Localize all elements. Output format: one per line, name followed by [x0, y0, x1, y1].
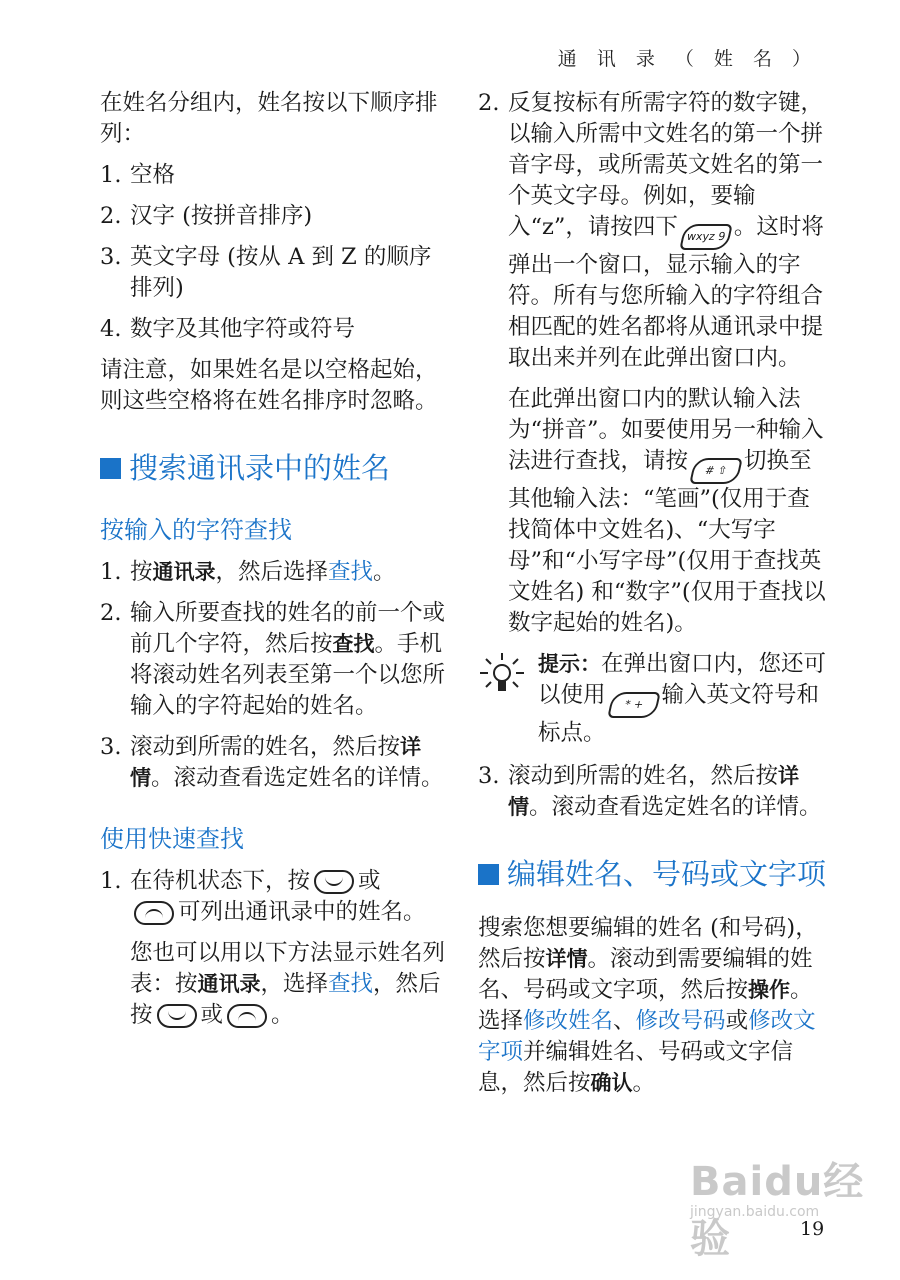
step-text: 输入英文符号和标点。 — [538, 682, 820, 746]
link-find[interactable]: 查找 — [328, 971, 374, 997]
send-key-icon — [227, 1004, 267, 1028]
step-text: 滚动到所需的姓名，然后按 — [130, 734, 401, 760]
keyword-find: 查找 — [332, 632, 375, 656]
item-number: 3. — [478, 763, 500, 789]
keyword-options: 操作 — [748, 978, 791, 1002]
note-paragraph: 请注意，如果姓名是以空格起始，则这些空格将在姓名排序时忽略。 — [100, 357, 438, 414]
section-heading-text: 编辑姓名、号码或文字项 — [507, 857, 827, 891]
step-text: 在此弹出窗口内的默认输入法为“拼音”。如要使用另一种输入法进行查找，请按 — [508, 386, 824, 474]
step-text: 反复按标有所需字符的数字键，以输入所需中文姓名的第一个拼音字母，或所需英文姓名的第一个英文字母。例如，要输入“z”，请按四下 — [508, 90, 824, 240]
step-text: 在弹出窗口内，您还可以使用 — [538, 651, 827, 708]
item-number: 3. — [100, 734, 122, 760]
item-number: 1. — [100, 559, 122, 585]
input-method-paragraph — [478, 384, 828, 639]
item-text: 汉字 (按拼音排序) — [130, 203, 313, 229]
step-text: 切换至其他输入法：“笔画”(仅用于查找简体中文姓名)、“大写字母”和“小写字母”(仅用于查找英文姓名) 和“数字”(仅用于查找以数字起始的姓名)。 — [508, 448, 826, 636]
step-text: 或 — [725, 1008, 749, 1034]
key-hash-icon: # ⇧ — [689, 458, 743, 484]
step-text: 可列出通讯录中的姓名。 — [178, 899, 426, 925]
link-edit-name[interactable]: 修改姓名 — [523, 1008, 614, 1034]
step-text: 按 — [130, 559, 153, 585]
item-text: 数字及其他字符或符号 — [130, 316, 356, 342]
item-text: 英文字母 (按从 A 到 Z 的顺序排列) — [130, 244, 432, 301]
step-text: 。滚动查看选定姓名的详情。 — [151, 765, 444, 791]
step-text: 或 — [358, 868, 381, 894]
step-text: 您也可以用以下方法显示姓名列表：按 — [130, 940, 446, 997]
heading-square-icon — [478, 864, 499, 885]
quick-step-1-alt — [100, 938, 445, 1031]
keyword-contacts: 通讯录 — [152, 560, 216, 584]
step-2 — [100, 598, 445, 722]
item-number: 1. — [100, 868, 122, 894]
subheading-quick-find: 使用快速查找 — [100, 825, 244, 853]
key-9-wxyz-icon: wxyz 9 — [679, 224, 733, 250]
watermark-url: jingyan.baidu.com — [690, 1204, 820, 1220]
step-text: 在待机状态下，按 — [130, 868, 311, 894]
step-text: 。滚动查看选定姓名的详情。 — [529, 794, 822, 820]
step-text: 并编辑姓名、号码或文字信息，然后按 — [478, 1039, 794, 1096]
step-text: 、 — [613, 1008, 636, 1034]
step-1 — [100, 557, 445, 588]
keyword-ok: 确认 — [590, 1071, 633, 1095]
step-2-right — [478, 88, 828, 374]
step-text: 。 — [271, 1002, 294, 1028]
step-3-right — [478, 761, 828, 823]
end-key-icon — [314, 870, 354, 894]
step-text: 搜索您想要编辑的姓名 (和号码)，然后按 — [478, 915, 818, 972]
key-star-icon: * + — [607, 692, 661, 718]
order-item — [100, 160, 445, 191]
order-item — [100, 314, 445, 345]
right-column — [478, 88, 828, 1109]
item-number: 2. — [478, 90, 500, 116]
keyword-details: 详情 — [130, 735, 422, 790]
item-number: 2. — [100, 600, 122, 626]
step-text: ，然后按 — [130, 971, 441, 1028]
end-key-icon — [157, 1004, 197, 1028]
item-text: 空格 — [130, 162, 176, 188]
item-number: 3. — [100, 244, 122, 270]
keyword-details: 详情 — [545, 947, 588, 971]
section-heading-text: 搜索通讯录中的姓名 — [129, 451, 391, 485]
step-text: 输入所要查找的姓名的前一个或前几个字符，然后按 — [130, 600, 446, 657]
edit-paragraph — [478, 913, 828, 1099]
left-column — [100, 88, 445, 1041]
tip-text — [538, 649, 828, 749]
page-number: 19 — [800, 1218, 825, 1240]
step-text: 滚动到所需的姓名，然后按 — [508, 763, 779, 789]
running-header: 通 讯 录 （ 姓 名 ） — [557, 48, 818, 70]
section-heading-search — [100, 451, 445, 485]
keyword-details: 详情 — [508, 764, 800, 819]
tip-label: 提示： — [538, 652, 601, 676]
step-text: ，然后选择 — [215, 559, 329, 585]
item-number: 2. — [100, 203, 122, 229]
link-edit-text[interactable]: 修改文字项 — [478, 1008, 816, 1065]
step-text: 。 — [632, 1070, 656, 1096]
step-text: 。 — [373, 559, 396, 585]
intro-paragraph: 在姓名分组内，姓名按以下顺序排列： — [100, 90, 438, 147]
step-text: 。这时将弹出一个窗口，显示输入的字符。所有与您所输入的字符组合相匹配的姓名都将从通讯录中提取出来并列在此弹出窗口内。 — [508, 214, 824, 371]
item-number: 1. — [100, 162, 122, 188]
step-text: 。手机将滚动姓名列表至第一个以您所输入的字符起始的姓名。 — [130, 631, 446, 719]
step-3 — [100, 732, 445, 794]
step-text: 。滚动到需要编辑的姓名、号码或文字项，然后按 — [478, 946, 813, 1003]
keyword-contacts: 通讯录 — [197, 972, 261, 996]
order-item — [100, 201, 445, 232]
quick-step-1 — [100, 866, 445, 928]
step-text: ，选择 — [260, 971, 329, 997]
send-key-icon — [134, 901, 174, 925]
item-number: 4. — [100, 316, 122, 342]
step-text: 或 — [200, 1002, 224, 1028]
lightbulb-icon — [478, 649, 526, 705]
section-heading-edit — [478, 857, 828, 891]
watermark-logo: Baidu经验 — [690, 1159, 865, 1262]
order-item — [100, 242, 445, 304]
link-edit-number[interactable]: 修改号码 — [635, 1008, 726, 1034]
link-find[interactable]: 查找 — [328, 559, 374, 585]
subheading-by-characters: 按输入的字符查找 — [100, 516, 292, 544]
heading-square-icon — [100, 458, 121, 479]
step-text: 。选择 — [478, 977, 813, 1034]
tip-box — [478, 649, 828, 749]
